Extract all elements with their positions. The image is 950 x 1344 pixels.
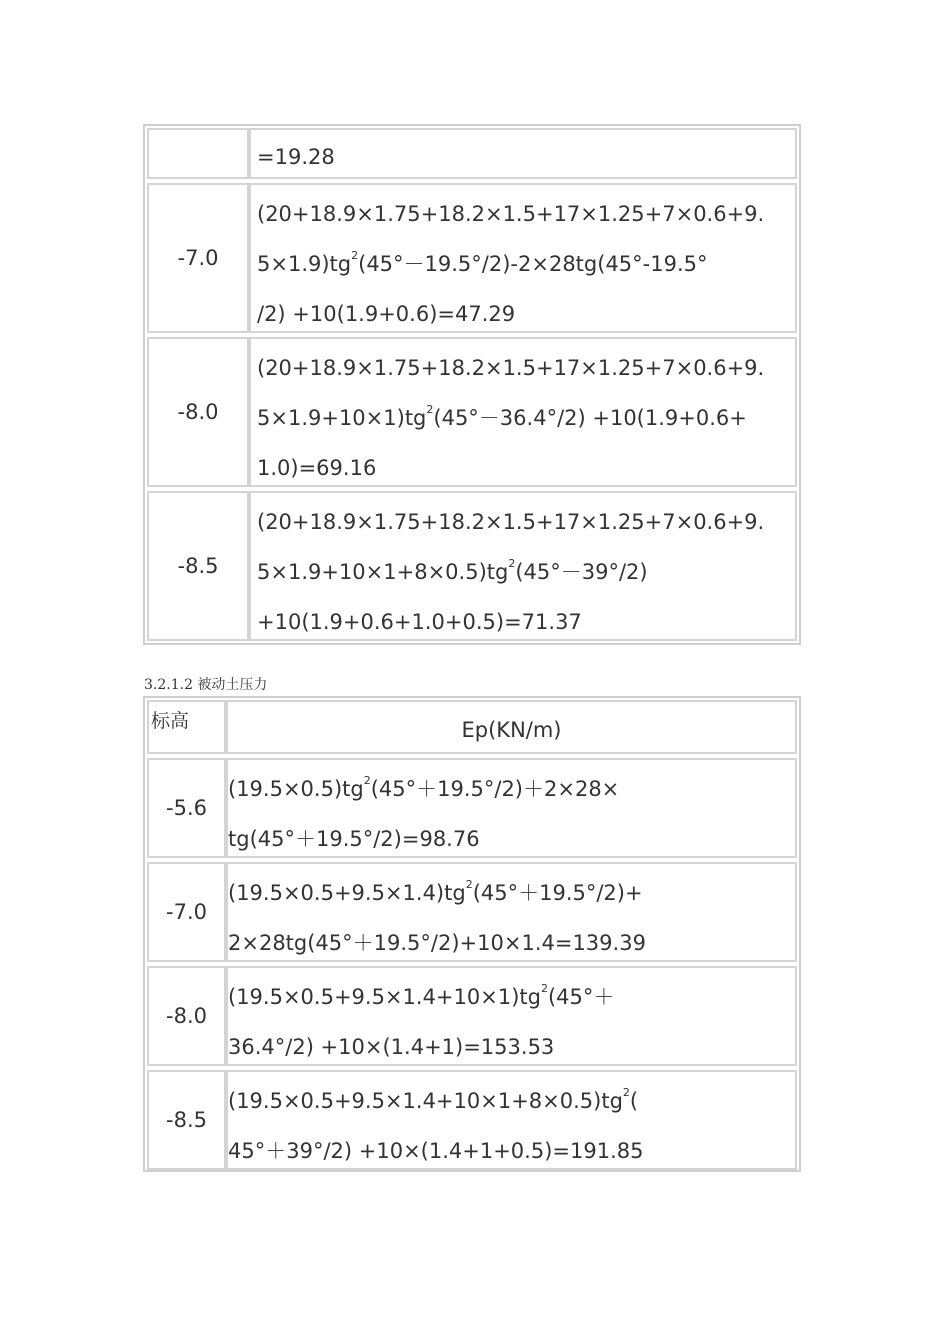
formula-text bbox=[257, 189, 791, 339]
header-elevation: 标高 bbox=[151, 710, 190, 732]
formula-text bbox=[228, 972, 791, 1072]
elevation-cell bbox=[147, 491, 249, 641]
formula-line: (20+18.9×1.75+18.2×1.5+17×1.25+7×0.6+9. bbox=[257, 356, 765, 380]
formula-text bbox=[257, 343, 791, 493]
passive-pressure-table bbox=[143, 696, 801, 1172]
elevation-label: -8.0 bbox=[166, 1004, 207, 1028]
table-row bbox=[145, 964, 799, 1068]
formula-text bbox=[257, 132, 791, 182]
table-row bbox=[145, 860, 799, 964]
formula-line: $(19.5\times 0.5+9.5\times 1.4+10\times 1)tg^2(45^\circ+$ bbox=[228, 982, 615, 1009]
formula-cell bbox=[249, 128, 797, 179]
formula-line: +10(1.9+0.6+1.0+0.5)=71.37 bbox=[257, 610, 582, 634]
formula-text bbox=[228, 868, 791, 968]
formula-line: (20+18.9×1.75+18.2×1.5+17×1.25+7×0.6+9. bbox=[257, 202, 765, 226]
elevation-cell bbox=[147, 128, 249, 179]
formula-line: 1.0)=69.16 bbox=[257, 456, 377, 480]
header-cell-ep bbox=[226, 700, 797, 754]
table-header-row bbox=[145, 698, 799, 756]
elevation-cell bbox=[147, 862, 226, 962]
formula-cell bbox=[226, 1070, 797, 1170]
formula-line: 2×28tg(45°＋19.5°/2)+10×1.4=139.39 bbox=[228, 931, 646, 955]
table-row bbox=[145, 181, 799, 335]
formula-line: $(19.5\times 0.5+9.5\times 1.4)tg^2(45^\circ+19.5^\circ/2)+$ bbox=[228, 878, 643, 905]
formula-cell bbox=[249, 183, 797, 333]
header-ep: Ep(KN/m) bbox=[461, 718, 562, 742]
superscript: 2 bbox=[508, 557, 516, 570]
superscript: 2 bbox=[363, 774, 371, 787]
table-row bbox=[145, 756, 799, 860]
formula-line: =19.28 bbox=[257, 145, 335, 169]
superscript: 2 bbox=[426, 403, 434, 416]
superscript: 2 bbox=[540, 982, 548, 995]
elevation-label: -8.5 bbox=[166, 1108, 207, 1132]
superscript: 2 bbox=[351, 249, 359, 262]
formula-cell bbox=[226, 862, 797, 962]
formula-line: 36.4°/2) +10×(1.4+1)=153.53 bbox=[228, 1035, 555, 1059]
table-row bbox=[145, 1068, 799, 1172]
elevation-cell bbox=[147, 337, 249, 487]
header-cell-elevation bbox=[147, 700, 226, 754]
formula-line: 45°＋39°/2) +10×(1.4+1+0.5)=191.85 bbox=[228, 1139, 644, 1163]
formula-line: (20+18.9×1.75+18.2×1.5+17×1.25+7×0.6+9. bbox=[257, 510, 765, 534]
elevation-cell bbox=[147, 966, 226, 1066]
formula-line: /2) +10(1.9+0.6)=47.29 bbox=[257, 302, 516, 326]
formula-cell bbox=[226, 966, 797, 1066]
table-row bbox=[145, 489, 799, 643]
formula-text bbox=[228, 1076, 791, 1176]
elevation-label: -7.0 bbox=[166, 900, 207, 924]
formula-line: $5\times 1.9)tg^2(45^\circ-19.5^\circ/2)-2\times 28tg(45^\circ-19.5^\circ$ bbox=[257, 249, 708, 276]
formula-line: $5\times 1.9+10\times 1+8\times 0.5)tg^2(45^\circ-39^\circ/2)$ bbox=[257, 557, 648, 584]
active-pressure-table bbox=[143, 124, 801, 645]
elevation-label: -7.0 bbox=[177, 246, 219, 270]
formula-cell bbox=[249, 491, 797, 641]
superscript: 2 bbox=[465, 878, 473, 891]
elevation-label: -5.6 bbox=[166, 796, 207, 820]
formula-text bbox=[257, 497, 791, 647]
table-row bbox=[145, 335, 799, 489]
formula-cell bbox=[226, 758, 797, 858]
formula-cell bbox=[249, 337, 797, 487]
formula-line: tg(45°＋19.5°/2)=98.76 bbox=[228, 827, 480, 851]
table-row bbox=[145, 126, 799, 181]
formula-line: $(19.5\times 0.5)tg^2(45^\circ+19.5^\circ/2)+2\times 28\times$ bbox=[228, 774, 620, 801]
section-caption: 3.2.1.2 被动土压力 bbox=[144, 677, 268, 693]
elevation-cell bbox=[147, 183, 249, 333]
formula-line: $(19.5\times 0.5+9.5\times 1.4+10\times 1+8\times 0.5)tg^2$( bbox=[228, 1086, 639, 1113]
formula-text bbox=[228, 764, 791, 864]
elevation-cell bbox=[147, 758, 226, 858]
elevation-label: -8.0 bbox=[177, 400, 219, 424]
elevation-label: -8.5 bbox=[177, 554, 219, 578]
formula-line: $5\times 1.9+10\times 1)tg^2(45^\circ-36.4^\circ/2) +10(1.9+0.6+$ bbox=[257, 403, 747, 430]
superscript: 2 bbox=[622, 1086, 630, 1099]
elevation-cell bbox=[147, 1070, 226, 1170]
